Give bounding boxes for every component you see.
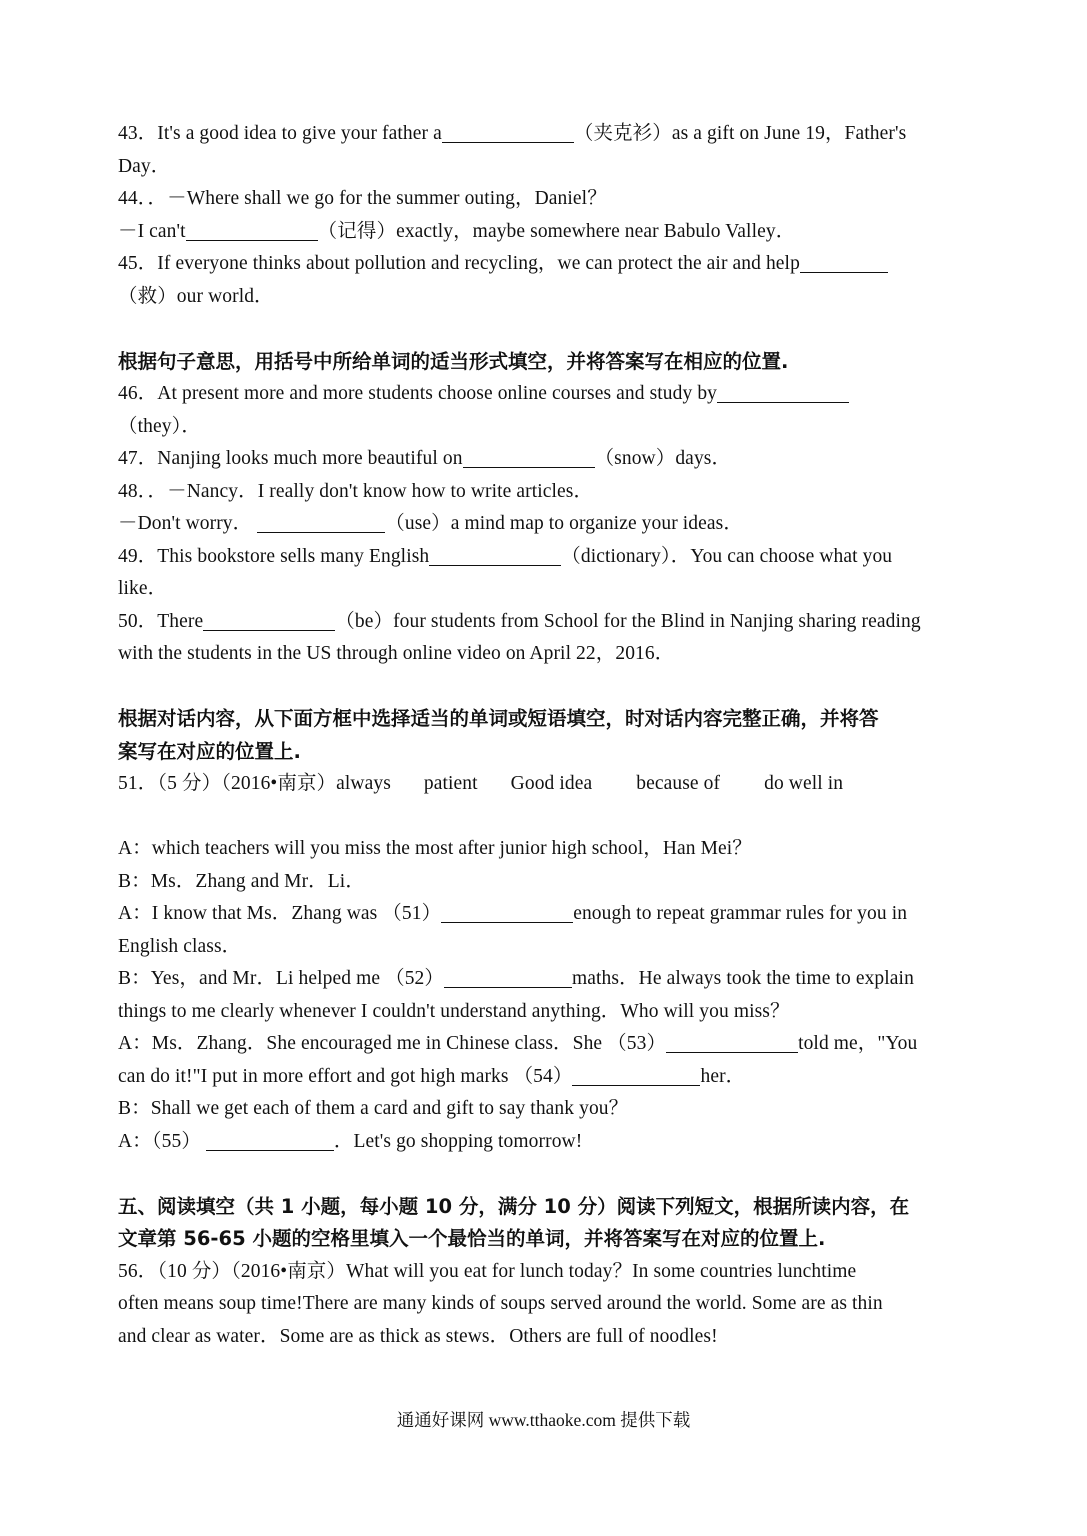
q53-after: told me，"You [798,1033,918,1054]
section-b-title: 根据句子意思，用括号中所给单词的适当形式填空，并将答案写在相应的位置. [118,349,789,373]
q50-line [118,606,970,639]
q52-answer-blank[interactable] [444,965,572,988]
q49-line [118,541,970,574]
q44-line2 [118,216,970,249]
exam-page [118,118,970,1353]
option-do-well-in: do well in [764,773,844,794]
q44-answer-blank[interactable] [186,218,318,241]
dialogue-line-5 [118,1028,970,1061]
q49-hint: （dictionary）．You can choose what you [561,545,893,567]
page-footer: 通通好课网 www.tthaoke.com 提供下载 [396,1410,691,1430]
q55-answer-blank[interactable] [206,1128,334,1151]
q51-after: enough to repeat grammar rules for you in [573,903,908,924]
q43-hint: （夹克衫）as a gift on June 19，Father's [573,123,907,144]
q51-prompt: A：I know that Ms．Zhang was （51） [118,903,442,924]
q49-answer-blank[interactable] [429,543,561,566]
q44-text: －I can't [118,220,186,242]
q44-line1: 44．．－Where shall we go for the summer outing，Daniel？ [118,188,607,209]
q46-text: 46．At present more and more students choose online courses and study by [118,383,718,404]
section-5-title-1: 五、阅读填空（共 1 小题，每小题 10 分，满分 10 分）阅读下列短文，根据所读内容，在 [118,1194,910,1218]
q46-cont: （they）． [118,415,202,437]
q56-line-3: and clear as water．Some are as thick as stews．Others are full of noodles! [118,1325,718,1347]
q44-hint: （记得）exactly，maybe somewhere near Babulo Valley． [317,220,796,242]
q48-hint: （use）a mind map to organize your ideas． [385,513,743,534]
q51-options-line [118,768,970,801]
q53-prompt: A：Ms．Zhang．She encouraged me in Chinese class．She （53） [118,1033,667,1054]
dialogue-line-7: B：Shall we get each of them a card and gift to say thank you？ [118,1098,629,1119]
dialogue-line-1: A：which teachers will you miss the most after junior high school，Han Mei？ [118,838,752,859]
q45-answer-blank[interactable] [800,250,888,273]
dialogue-line-4-cont: things to me clearly whenever I couldn't understand anything．Who will you miss？ [118,1000,790,1022]
option-always: always [336,773,391,794]
q49-text: 49．This bookstore sells many English [118,545,430,567]
q54-after: her． [700,1065,746,1087]
section-5-title-2: 文章第 56-65 小题的空格里填入一个最恰当的单词，并将答案写在对应的位置上. [118,1227,826,1250]
dialogue-line-2: B：Ms．Zhang and Mr．Li． [118,870,365,892]
q47-line [118,443,970,476]
option-good-idea: Good idea [510,773,593,794]
q43-answer-blank[interactable] [442,120,574,143]
q53-answer-blank[interactable] [666,1030,798,1053]
q43-text: 43．It's a good idea to give your father a [118,123,442,144]
q47-text: 47．Nanjing looks much more beautiful on [118,448,463,469]
q50-text: 50．There [118,610,204,632]
dialogue-line-8 [118,1126,970,1159]
q56-line-1: 56．（10 分）（2016•南京）What will you eat for lunch today？In some countries lunchtime [118,1260,857,1282]
q55-prompt: A：（55） [118,1130,201,1152]
q48-line2 [118,508,970,541]
q46-line [118,378,970,411]
q51-answer-blank[interactable] [441,900,573,923]
q50-answer-blank[interactable] [203,608,335,631]
dialogue-line-4 [118,963,970,996]
q45-cont: （救）our world． [118,285,274,307]
q43-line [118,118,970,151]
q51-label: 51．（5 分）（2016•南京） [118,773,337,794]
q54-answer-blank[interactable] [572,1063,700,1086]
q52-prompt: B：Yes，and Mr．Li helped me （52） [118,968,444,989]
q46-answer-blank[interactable] [717,380,849,403]
dialogue-line-3-cont: English class． [118,935,242,957]
q56-line-2: often means soup time!There are many kinds of soups served around the world. Some are as thin [118,1293,883,1314]
q47-answer-blank[interactable] [463,445,595,468]
q45-line [118,248,970,281]
q49-cont: like． [118,578,168,599]
dialogue-line-6 [118,1061,970,1094]
q52-after: maths．He always took the time to explain [572,968,914,989]
q50-cont: with the students in the US through online video on April 22，2016． [118,643,675,664]
q54-prompt: can do it!"I put in more effort and got high marks （54） [118,1065,573,1087]
option-patient: patient [423,773,478,794]
q50-hint: （be）four students from School for the Blind in Nanjing sharing reading [335,610,921,632]
q47-hint: （snow）days． [594,448,732,469]
section-c-title-1: 根据对话内容，从下面方框中选择适当的单词或短语填空，时对话内容完整正确，并将答 [118,707,879,730]
q48-text: －Don't worry． [118,513,253,534]
section-c-title-2: 案写在对应的位置上. [118,739,301,763]
option-because-of: because of [636,773,721,794]
dialogue-line-3 [118,898,970,931]
q45-text: 45．If everyone thinks about pollution and recycling，we can protect the air and help [118,253,800,274]
q55-after: ．Let's go shopping tomorrow! [333,1130,583,1152]
q43-cont: Day． [118,155,171,177]
q48-line1: 48．．－Nancy．I really don't know how to write articles． [118,480,594,502]
q48-answer-blank[interactable] [257,510,385,533]
